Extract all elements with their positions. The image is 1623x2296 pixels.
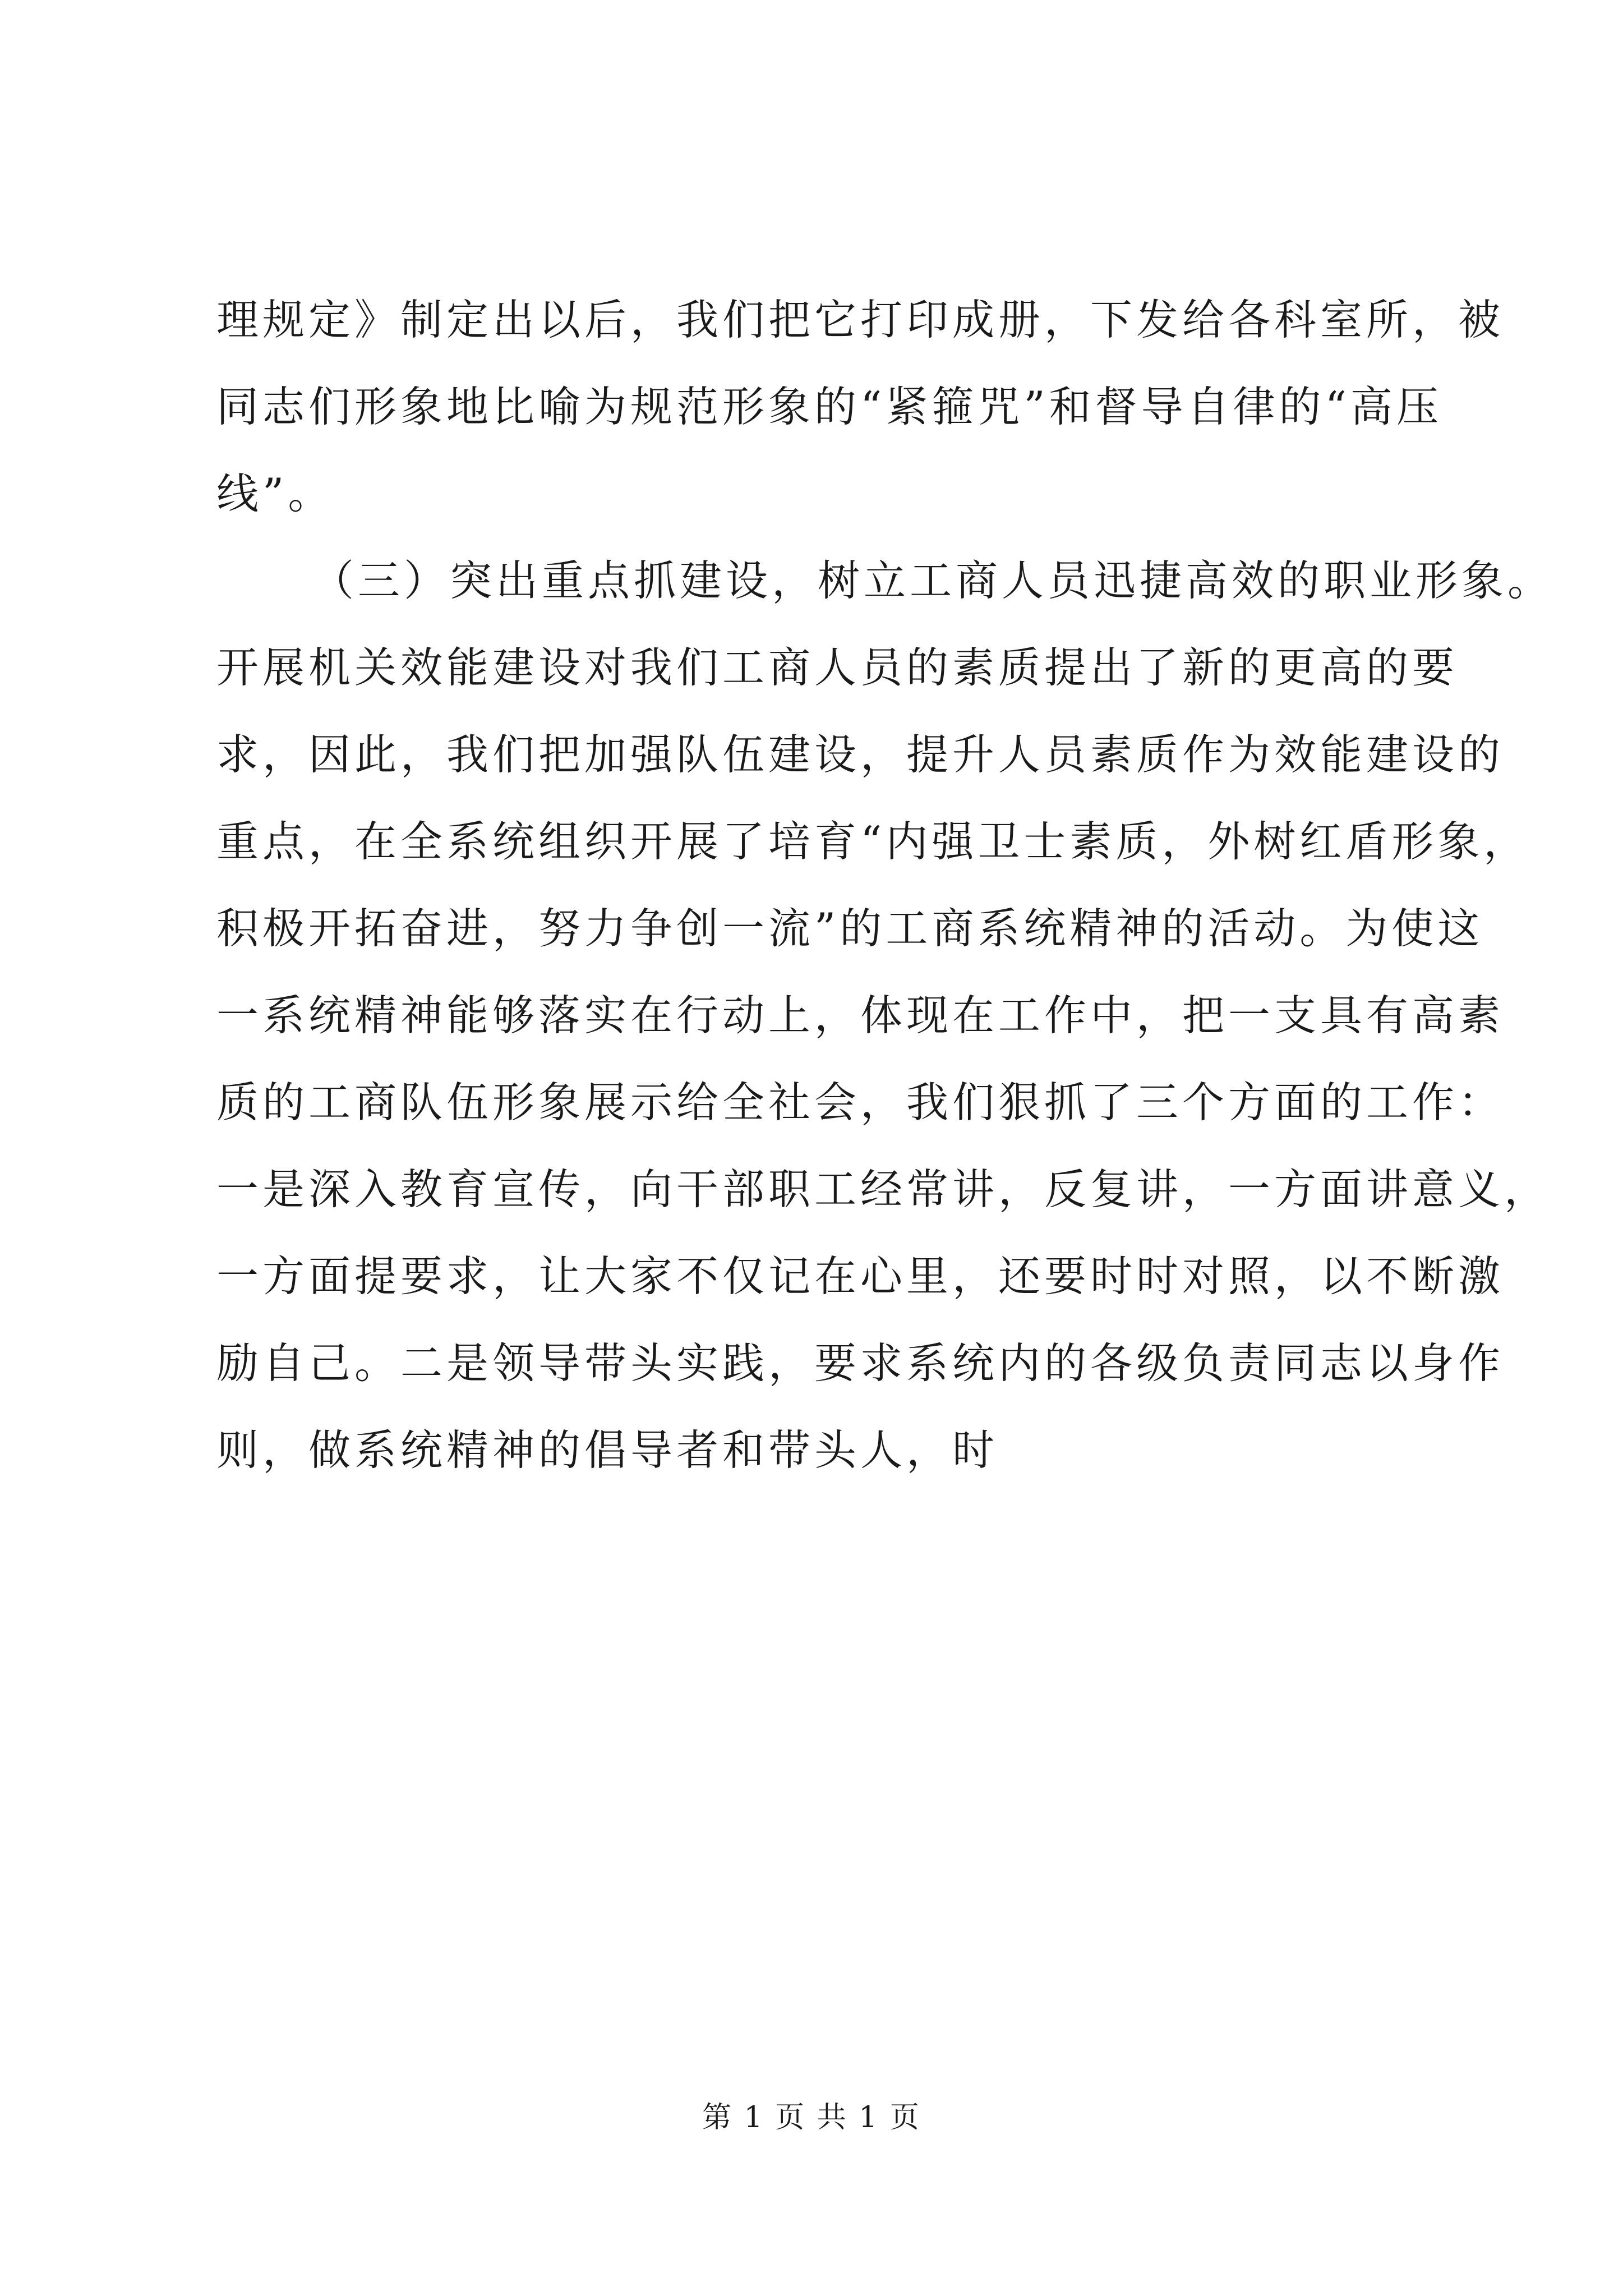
text-line: （三）突出重点抓建设，树立工商人员迅捷高效的职业形象。 xyxy=(312,556,1554,605)
body-text xyxy=(216,292,1554,1509)
text-line: 开展机关效能建设对我们工商人员的素质提出了新的更高的要 xyxy=(216,643,1459,692)
text-line: 理规定》制定出以后，我们把它打印成册，下发给各科室所，被 xyxy=(216,295,1505,344)
text-line: 质的工商队伍形象展示给全社会，我们狠抓了三个方面的工作： xyxy=(216,1078,1505,1127)
text-line: 积极开拓奋进，努力争创一流”的工商系统精神的活动。为使这 xyxy=(216,904,1484,953)
text-line: 重点，在全系统组织开展了培育“内强卫士素质，外树红盾形象， xyxy=(216,817,1530,866)
text-line: 线”。 xyxy=(216,469,334,518)
text-line: 同志们形象地比喻为规范形象的“紧箍咒”和督导自律的“高压 xyxy=(216,382,1443,431)
text-line: 一系统精神能够落实在行动上，体现在工作中，把一支具有高素 xyxy=(216,991,1505,1040)
text-line: 则，做系统精神的倡导者和带头人，时 xyxy=(216,1425,999,1475)
text-line: 求，因此，我们把加强队伍建设，提升人员素质作为效能建设的 xyxy=(216,730,1505,779)
text-line: 一是深入教育宣传，向干部职工经常讲，反复讲，一方面讲意义， xyxy=(216,1165,1551,1214)
text-line: 一方面提要求，让大家不仅记在心里，还要时时对照，以不断激 xyxy=(216,1251,1505,1301)
text-line: 励自己。二是领导带头实践，要求系统内的各级负责同志以身作 xyxy=(216,1338,1505,1388)
page-footer: 第 1 页 共 1 页 xyxy=(702,2101,921,2134)
